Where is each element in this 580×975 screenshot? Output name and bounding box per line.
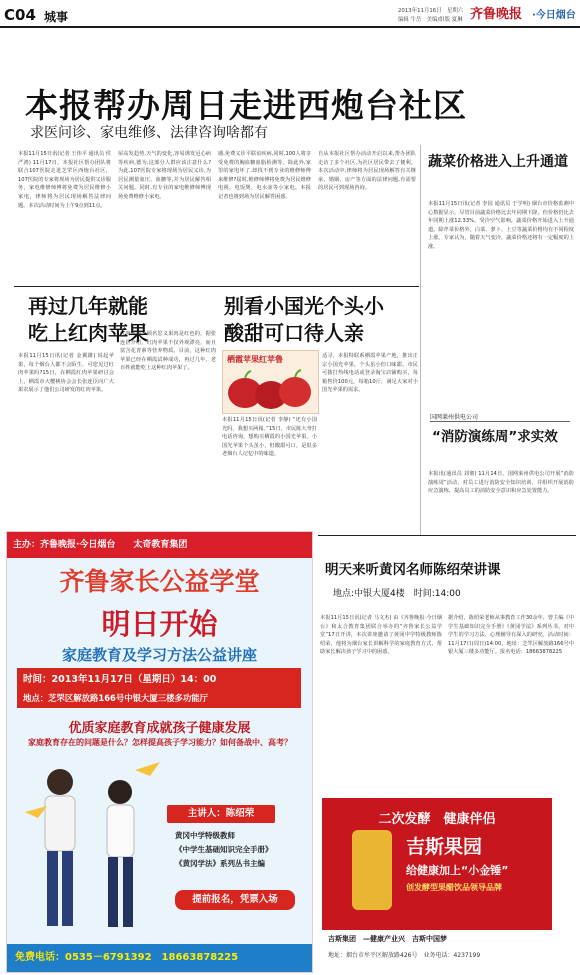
lecture-column: 本报11月15日讯(记者 马文杰) 由《齐鲁晚报·今日烟台》和太合教育集团联合举办的“齐鲁家长公益学堂”17日开讲，本次讲座邀请了黄冈中学特级教师陈绍荣，他将为烟台家长讲解科学的家庭教育方式，帮助家长解决孩子学习中的困惑。 [320, 615, 442, 656]
section-rule [14, 286, 419, 287]
ad-speaker-credential: 《黄冈学法》系列丛书主编 [175, 859, 265, 868]
main-subheadline: 求医问诊、家电维修、法律咨询啥都有 [30, 125, 268, 141]
vinegar-drink-advertisement [322, 798, 552, 966]
section-name: 城事 [44, 10, 69, 24]
students-illustration [15, 752, 165, 942]
ad-signup-button: 提前报名，凭票入场 [175, 890, 295, 910]
header-rule [0, 26, 580, 28]
ad-time-place-box [17, 668, 301, 708]
jisi-company: 吉斯集团 —健康产业兴 吉斯中国梦 [328, 935, 447, 943]
issue-date: 2013年11月16日 星期六 [398, 8, 464, 14]
column-divider [420, 145, 421, 535]
main-headline: 本报帮办周日走进西炮台社区 [25, 86, 467, 125]
jisi-brand: 吉斯果园 [406, 836, 483, 858]
lecture-column: 据介绍，陈绍荣老师从事教育工作30余年，曾主编《中学生基础知识完全手册》《黄冈学法》系列丛书，对中学生的学习方法、心理辅导有深入的研究。活动时间：11月17日(周日)14:00，地址：芝罘区解放路166号中银大厦三楼多功能厅。报名电话：18663878225 [448, 615, 574, 656]
apple-promo-image [222, 350, 319, 414]
story-column: 适寻，本报特联系栖霞苹果产地，推出正宗小国光苹果，个头虽小但口味甜。市民可拨打热线电话或登录淘宝店铺购买，每箱售价100元，每箱10斤，满足大家对小国光苹果的需求。 [322, 353, 418, 394]
ad-topic: 家庭教育及学习方法公益讲座 [61, 646, 257, 664]
ad-questions: 家庭教育存在的问题是什么？怎样提高孩子学习能力？如何备战中、高考？ [28, 738, 292, 747]
jisi-address: 地址：烟台市牟平区解放路426号 业务电话：4237199 [328, 952, 481, 959]
sidebar-headline: “消防演练周”求实效 [432, 429, 558, 445]
drink-can-image [352, 830, 392, 910]
sidebar-headline: 蔬菜价格进入上升通道 [428, 154, 568, 170]
ad-speaker-credential: 黄冈中学特级教师 [175, 831, 235, 840]
story-headline-line: 别看小国光个头小 [224, 294, 384, 318]
ad-speaker-credential: 《中学生基础知识完全手册》 [175, 845, 273, 854]
ad-sponsor-bar [7, 532, 312, 558]
story-headline-line: 再过几年就能 [28, 294, 148, 318]
sidebar-body: 本报11月15日讯(记者 李园 通讯员 于学明) 烟台市价格监测中心数据显示，尽管目前蔬菜价格比去年同期下降，但价格仍比去年同期上涨12.33%。受冷空气影响，蔬菜价格开始进入上升通道。除芹菜价格外，白菜、萝卜、土豆等蔬菜价格均有不同程度上涨。专家认为，随着天气变冷，蔬菜价格还将有一定幅度的上涨。 [428, 201, 574, 250]
sidebar-body: 本报讯(通讯员 刘彻) 11月14日，国网莱州供电公司开展“消防演练周”活动，对员工进行消防安全知识培训，并组织开展消防应急演练，提高员工的消防安全意识和应急处置能力。 [428, 471, 574, 495]
jisi-claim: 创发酵型果醋饮品领导品牌 [406, 883, 502, 892]
ad-phone-bar [7, 944, 312, 972]
story-column: 本报11月15日讯(记者 金翼雄) 说起苹果，每个烟台人都不会陌生，可您见过红肉苹果吗?15日，在栖霞红肉苹果研讨会上，栖霞市大樱桃协会会长张连臣向广大果农展示了他们公司研发的红肉苹果。 [18, 353, 114, 394]
main-story-column: 自从本报社区帮办活动开启以来,帮办团队走访了多个社区,为社区居民带去了便利。本次活动中,律师将为居民现场解答有关继承、婚姻、房产等方面的法律问题,有需要的居民可到现场咨询。 [318, 151, 416, 192]
page-number: C04 [4, 6, 36, 24]
story-column: 本报11月15日讯(记者 李静) “还有小国光吗，我想买两箱。”15日，市民陈大爷打电话咨询，想购买栖霞的小国光苹果。小国光苹果个头虽小，但酸甜可口，是很多老烟台人记忆中的味道。 [222, 417, 317, 458]
ad-place: 地点：芝罘区解放路166号中银大厦三楼多功能厅 [23, 693, 208, 703]
ad-phone: 免费电话：0535－6791392 18663878225 [15, 952, 239, 963]
jisi-tagline: 给健康加上“小金锤” [406, 864, 509, 877]
lecture-headline: 明天来听黄冈名师陈绍荣讲课 [325, 562, 501, 578]
ad-speaker: 主讲人：陈绍荣 [167, 805, 275, 823]
story-headline-line: 酸甜可口待人亲 [224, 321, 364, 345]
main-story-column: 感,免费义诊平联谊疾病,同时,100人将享受免费的胸血糖血脂检测等。除此外,家里的家电坏了,却找不到专业的维修师傅来维修?届时,维修师傅将免费为居民维修电视、电饭煲、电水壶等小家电。本报记者也将到场为居民解答困惑。 [218, 151, 311, 200]
apple-illustration [223, 365, 318, 411]
jisi-footer [322, 930, 552, 966]
story-headline-line: 吃上红肉苹果 [28, 321, 148, 345]
ad-headline: 明日开始 [101, 607, 218, 641]
section-rule [318, 535, 576, 536]
main-story-column: 本报11月15日讯(记者 王伟平 通讯员 侯严鸿) 11月17日，本报社区帮办团队将联合107医院走进芝罘区西炮台社区，107医院的专家将现场为居民提供义诊服务，家电维修师傅将免费为居民维修小家电，律师将为居民现场解答法律问题。本次活动时间为上午9点到11点。 [18, 151, 111, 209]
lecture-advertisement [6, 531, 313, 973]
newspaper-logo: 齐鲁晚报 [470, 7, 523, 22]
promo-banner: 栖霞苹果红苹鲁 [227, 355, 283, 364]
ad-slogan: 优质家庭教育成就孩子健康发展 [68, 721, 251, 736]
sidebar-tag: 国网莱州供电公司 [430, 412, 570, 422]
lecture-subheadline: 地点:中银大厦4楼 时间:14:00 [333, 589, 461, 599]
ad-sponsors: 主办：齐鲁晚报·今日烟台 太奇教育集团 [13, 540, 188, 550]
jisi-slogan: 二次发酵 健康伴侣 [378, 812, 496, 827]
story-column: 红肉苹果，顾名思义果肉是红色的，据张连臣介绍，红肉苹果不仅外观漂亮，而且富含花青素等营养物质。目前，这种红肉苹果已经在栖霞试种成功，再过几年，老百姓就能吃上这种红肉苹果了。 [120, 331, 216, 372]
ad-time: 时间：2013年11月17日（星期日）14：00 [23, 674, 217, 685]
editor-credits: 编辑 牛岳 美编/组版 夏琳 [398, 17, 463, 23]
ad-title: 齐鲁家长公益学堂 [59, 567, 260, 596]
newspaper-logo-sub: ·今日烟台 [532, 10, 576, 21]
main-story-column: 屋高发趋势,天气的变化,容易诱发冠心病等疾病,德为,这部分人群应该注意什么?为此,107医院专家将现场为居民义诊,为居民测量血压、血糖等,并为居民解答相关问题。同时,有专业的家电维修师傅现场免费维修小家电。 [118, 151, 211, 200]
